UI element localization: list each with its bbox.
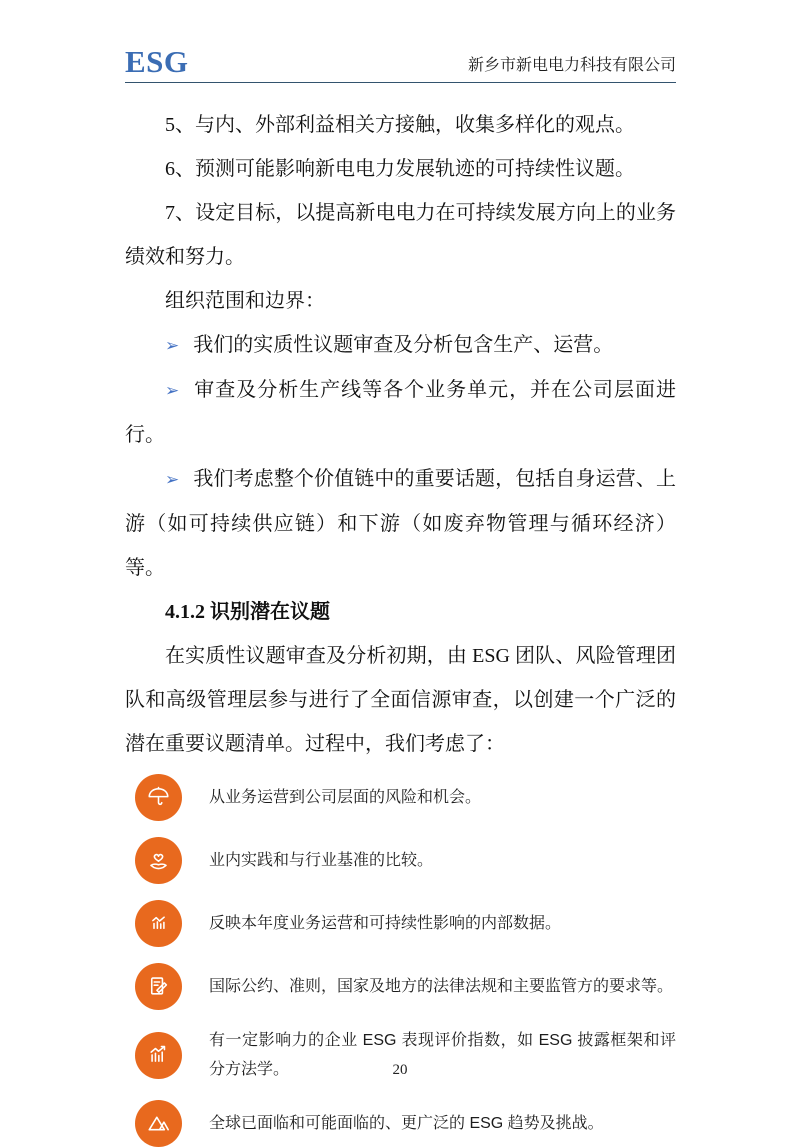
- scope-bullet-text: 我们考虑整个价值链中的重要话题，包括自身运营、上游（如可持续供应链）和下游（如废弃物管理与循环经济）等。: [125, 468, 676, 579]
- scope-bullet-text: 我们的实质性议题审查及分析包含生产、运营。: [193, 334, 614, 356]
- scope-bullet: [125, 368, 676, 457]
- arrow-bullet-icon: ➢: [165, 381, 180, 401]
- section-title-text: 识别潜在议题: [210, 601, 330, 623]
- arrow-bullet-icon: ➢: [165, 470, 180, 490]
- section-heading: [125, 590, 676, 634]
- list-item-text: 反映本年度业务运营和可持续性影响的内部数据。: [209, 915, 562, 932]
- list-item: [135, 837, 676, 884]
- document-body: [125, 103, 676, 766]
- scope-bullet-text: 审查及分析生产线等各个业务单元，并在公司层面进行。: [125, 379, 676, 446]
- paragraph-item-5: 5、与内、外部利益相关方接触，收集多样化的观点。: [165, 114, 635, 136]
- arrow-bullet-icon: ➢: [165, 336, 180, 356]
- considerations-list: [135, 774, 676, 1147]
- page-number: 20: [392, 1062, 408, 1078]
- umbrella-icon: [135, 774, 182, 821]
- section-intro: 在实质性议题审查及分析初期，由 ESG 团队、风险管理团队和高级管理层参与进行了全面信源审查，以创建一个广泛的潜在重要议题清单。过程中，我们考虑了：: [125, 645, 676, 755]
- scope-title: 组织范围和边界：: [165, 290, 325, 312]
- internal-data-chart-icon: [135, 900, 182, 947]
- list-item-text: 业内实践和与行业基准的比较。: [209, 852, 434, 869]
- section-number: 4.1.2: [165, 601, 210, 623]
- list-item-text: 全球已面临和可能面临的、更广泛的 ESG 趋势及挑战。: [209, 1115, 604, 1132]
- list-item: [135, 1100, 676, 1147]
- page-header: [125, 46, 676, 83]
- scope-bullet: [125, 457, 676, 590]
- mountains-icon: [135, 1100, 182, 1147]
- list-item-text: 有一定影响力的企业 ESG 表现评价指数，如 ESG 披露框架和评分方法学。: [209, 1032, 676, 1078]
- list-item: [135, 774, 676, 821]
- document-pen-icon: [135, 963, 182, 1010]
- list-item: [135, 963, 676, 1010]
- heart-in-hand-icon: [135, 837, 182, 884]
- paragraph-item-7: 7、设定目标，以提高新电电力在可持续发展方向上的业务绩效和努力。: [125, 202, 676, 268]
- paragraph-item-6: 6、预测可能影响新电电力发展轨迹的可持续性议题。: [165, 158, 635, 180]
- list-item: [135, 900, 676, 947]
- list-item-text: 从业务运营到公司层面的风险和机会。: [209, 789, 482, 806]
- scope-bullet: [125, 323, 676, 368]
- company-name: 新乡市新电电力科技有限公司: [467, 56, 676, 74]
- list-item-text: 国际公约、准则，国家及地方的法律法规和主要监管方的要求等。: [209, 978, 674, 995]
- esg-logo: ESG: [125, 44, 189, 79]
